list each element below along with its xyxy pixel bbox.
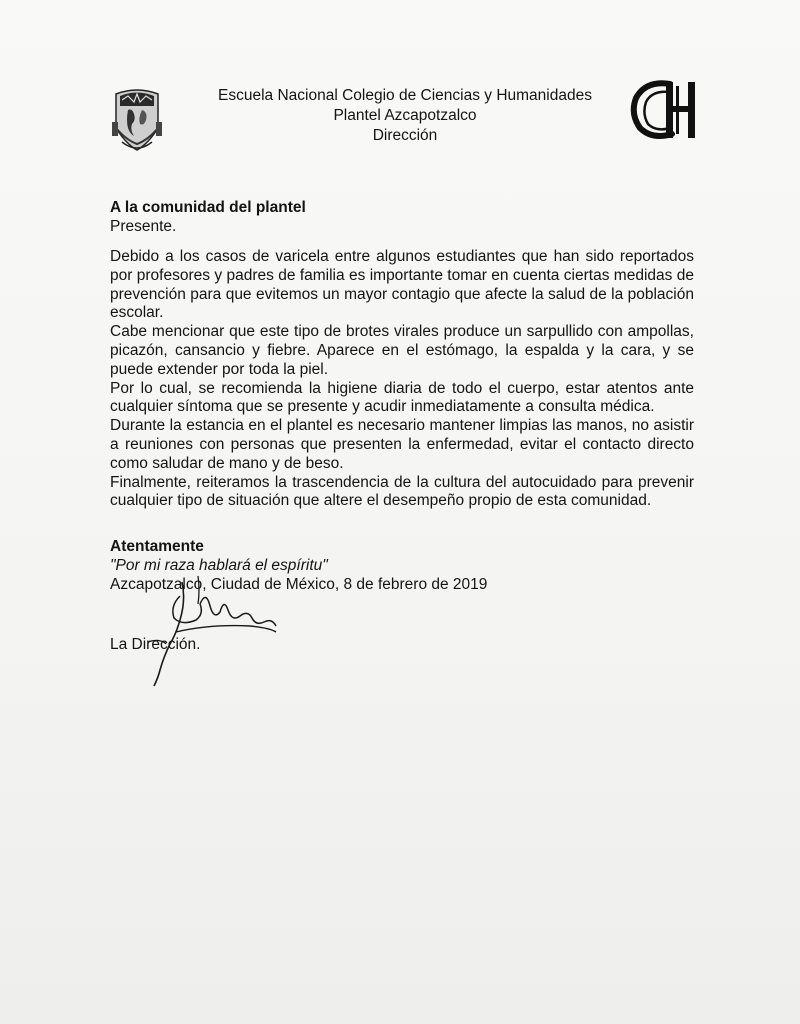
body-paragraph: Debido a los casos de varicela entre algunos estudiantes que han sido reportados por profesores y padres de familia es importante tomar en cuenta ciertas medidas de prevención para que evitemos un mayor contagio que afecte la salud de la población escolar. [110, 248, 694, 322]
body-paragraph: Por lo cual, se recomienda la higiene diaria de todo el cuerpo, estar atentos ante cualquier síntoma que se presente y acudir inmediatamente a consulta médica. [110, 379, 694, 416]
letter-body [110, 248, 694, 511]
signer-name: La Dirección. [110, 636, 201, 653]
place-date: Azcapotzalco, Ciudad de México, 8 de febrero de 2019 [110, 575, 488, 593]
header-school-name: Escuela Nacional Colegio de Ciencias y Humanidades [218, 87, 592, 104]
header-department: Dirección [372, 127, 438, 144]
greeting: Presente. [110, 218, 177, 235]
handwritten-signature [140, 560, 300, 690]
body-paragraph: Cabe mencionar que este tipo de brotes virales produce un sarpullido con ampollas, picazón, cansancio y fiebre. Aparece en el estómago, la espalda y la cara, y se puede extender por toda la piel. [110, 323, 694, 378]
header-campus-name: Plantel Azcapotzalco [333, 107, 477, 124]
motto: "Por mi raza hablará el espíritu" [110, 556, 328, 574]
salutation [110, 198, 306, 236]
valediction: Atentamente [110, 538, 204, 555]
body-paragraph: Finalmente, reiteramos la trascendencia de la cultura del autocuidado para prevenir cualquier tipo de situación que altere el desempeño propio de esta comunidad. [110, 473, 694, 510]
addressee: A la comunidad del plantel [110, 199, 306, 216]
body-paragraph: Durante la estancia en el plantel es necesario mantener limpias las manos, no asistir a reuniones con personas que presenten la enfermedad, evitar el contacto directo como saludar de mano y de beso. [110, 417, 694, 472]
cch-logo-icon [626, 74, 704, 144]
institution-header [200, 86, 610, 146]
unam-seal-icon [108, 84, 166, 154]
